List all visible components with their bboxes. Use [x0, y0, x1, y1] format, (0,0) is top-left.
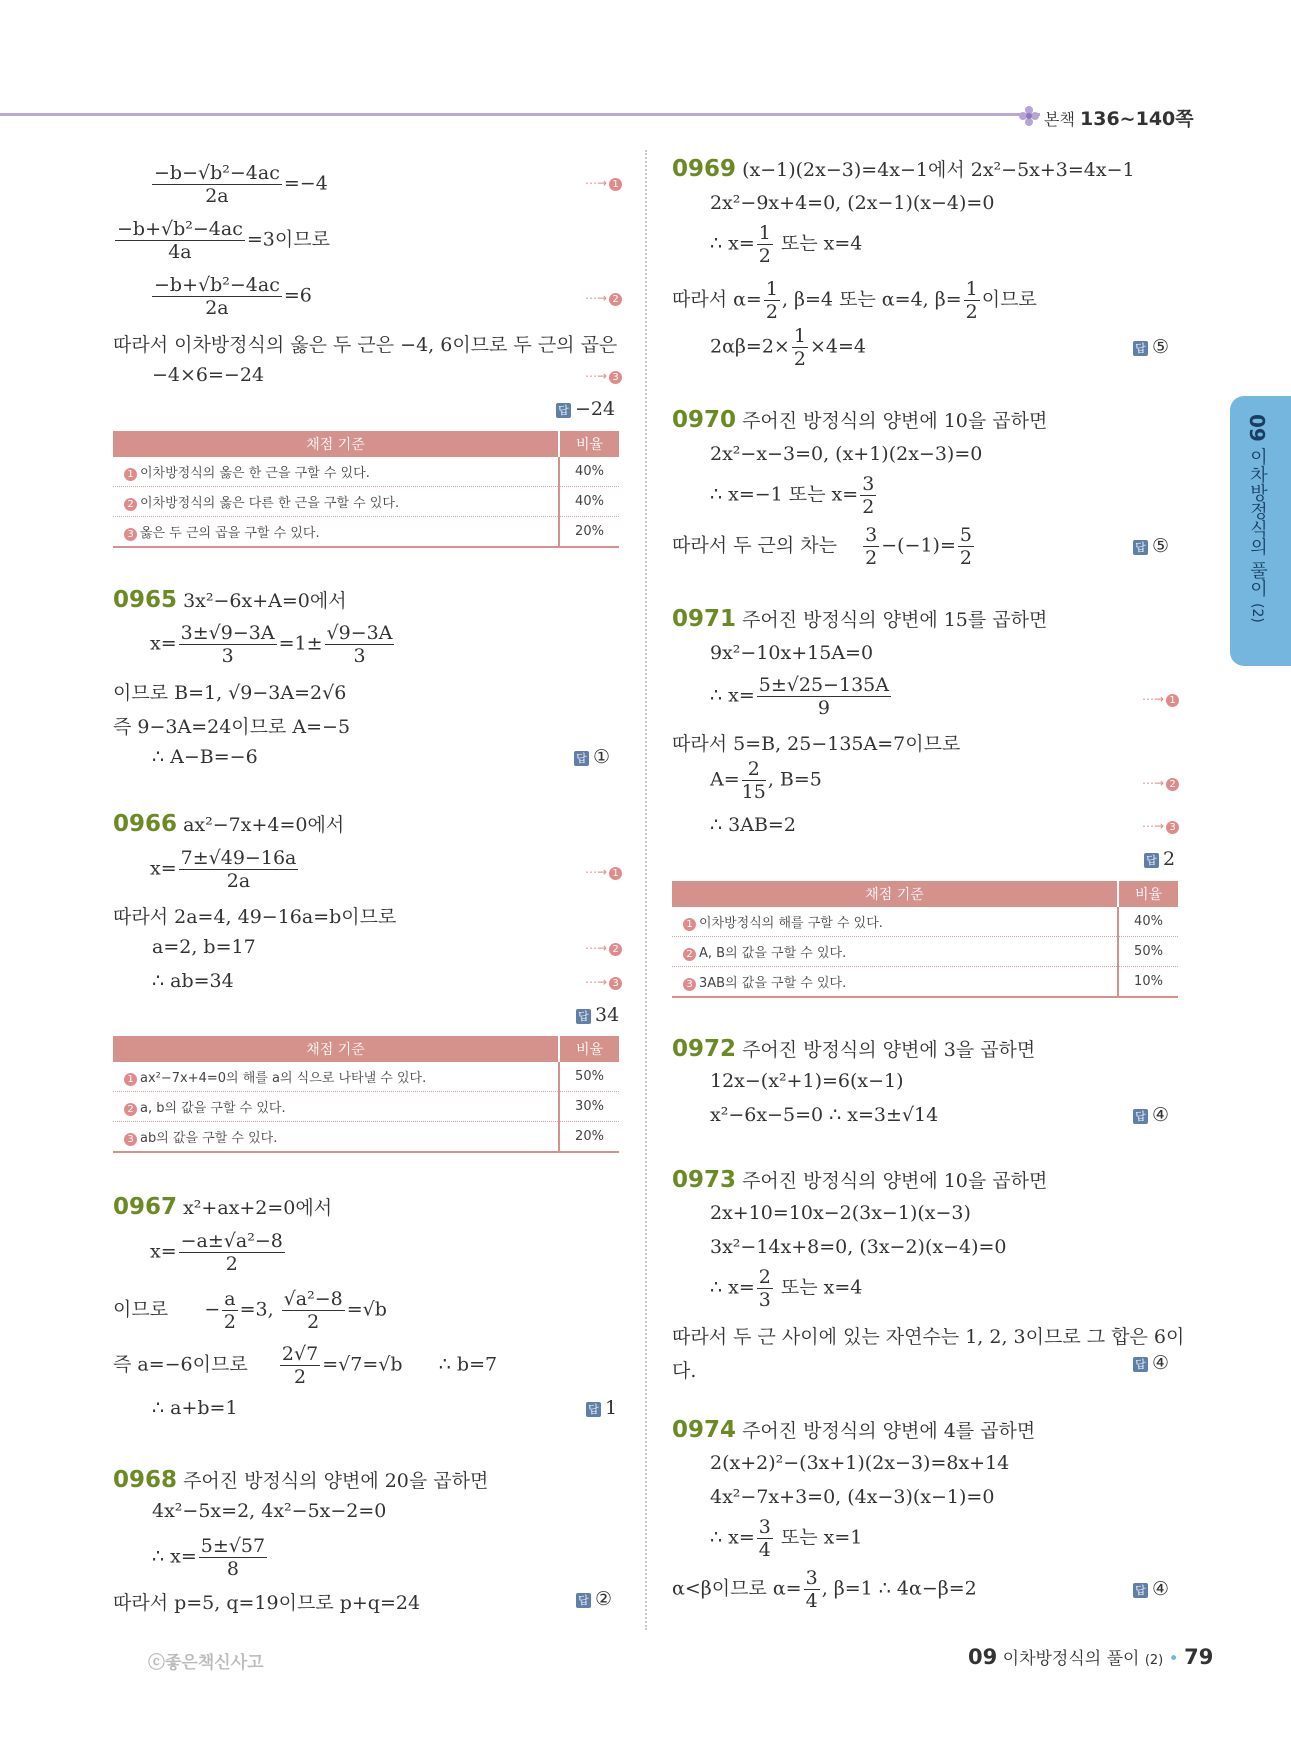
- answer-0968: 답 ②: [576, 1588, 612, 1610]
- problem-0967-line-4: ∴ a+b=1: [152, 1397, 238, 1419]
- problem-0974-title: 0974 주어진 방정식의 양변에 4를 곱하면: [672, 1417, 1036, 1443]
- prev-line-5: −4×6=−24: [152, 364, 265, 386]
- problem-0968-line-3: 따라서 p=5, q=19이므로 p+q=24: [113, 1592, 421, 1614]
- problem-0969-line-2: ∴ x= $\frac{1}{2}$ 또는 x=4: [710, 222, 863, 267]
- answer-0972: 답 ④: [1133, 1104, 1169, 1126]
- step-mark-1: ⋯→ 1: [1142, 692, 1179, 707]
- problem-0970-title: 0970 주어진 방정식의 양변에 10을 곱하면: [672, 407, 1048, 433]
- problem-0974-line-4: α<β이므로 α= $\frac{3}{4}$ , β=1 ∴ 4α−β=2: [672, 1567, 977, 1612]
- answer-0966: 답 34: [576, 1004, 619, 1026]
- problem-0974-line-3: ∴ x= $\frac{3}{4}$ 또는 x=1: [710, 1516, 863, 1561]
- page-reference: 본책 136~140쪽: [1044, 108, 1194, 130]
- step-mark-1: ⋯→ 1: [585, 176, 622, 191]
- problem-0970-line-2: ∴ x=−1 또는 x= $\frac{3}{2}$: [710, 473, 875, 518]
- flower-icon: [1018, 105, 1040, 127]
- answer-icon: 답: [1133, 1109, 1148, 1124]
- grading-table-1: 채점 기준 비율 1 이차방정식의 옳은 한 근을 구할 수 있다. 40% 2 이차방정식의 옳은 다른 한 근을 구할 수 있다. 40% 3 옳은 두 근의 곱을 구할 수 있다. 20%: [113, 431, 619, 548]
- problem-0965-line-3: 즉 9−3A=24이므로 A=−5: [113, 716, 351, 738]
- problem-0967-line-2: 이므로 − $\frac{a}{2}$ =3, $\frac{\text{√a²−8}}{2}$ =√b: [113, 1288, 387, 1333]
- problem-0965-line-4: ∴ A−B=−6: [152, 746, 258, 768]
- problem-0966-title: 0966 ax²−7x+4=0에서: [113, 811, 345, 837]
- problem-0974-line-1: 2(x+2)²−(3x+1)(2x−3)=8x+14: [710, 1452, 1010, 1474]
- step-mark-3: ⋯→ 3: [585, 975, 622, 990]
- problem-0971-title: 0971 주어진 방정식의 양변에 15를 곱하면: [672, 606, 1048, 632]
- problem-0967-title: 0967 x²+ax+2=0에서: [113, 1194, 333, 1220]
- problem-0969-line-4: 2αβ=2× $\frac{1}{2}$ ×4=4: [710, 325, 866, 370]
- answer-icon: 답: [1133, 341, 1148, 356]
- problem-0974-line-2: 4x²−7x+3=0, (4x−3)(x−1)=0: [710, 1486, 995, 1508]
- step-mark-3: ⋯→ 3: [585, 369, 622, 384]
- problem-0973-title: 0973 주어진 방정식의 양변에 10을 곱하면: [672, 1167, 1048, 1193]
- problem-0973-line-4: 따라서 두 근 사이에 있는 자연수는 1, 2, 3이므로 그 합은 6이: [672, 1326, 1185, 1348]
- problem-0972-line-1: 12x−(x²+1)=6(x−1): [710, 1070, 904, 1092]
- problem-0970-line-3: 따라서 두 근의 차는 $\frac{3}{2}$ −(−1)= $\frac{5}{2}$: [672, 524, 972, 569]
- problem-0967-line-1: x= $\frac{\text{−a±√a²−8}}{2}$: [150, 1230, 283, 1275]
- grading-table-2: 채점 기준 비율 1 ax²−7x+4=0의 해를 a의 식으로 나타낼 수 있다. 50% 2 a, b의 값을 구할 수 있다. 30% 3 ab의 값을 구할 수 있다. 20%: [113, 1036, 619, 1153]
- answer-0967: 답 1: [586, 1397, 617, 1419]
- answer-icon: 답: [574, 751, 589, 766]
- publisher-mark: ⓒ좋은책신사고: [148, 1653, 264, 1673]
- answer-icon: 답: [1133, 1357, 1148, 1372]
- answer-icon: 답: [556, 403, 571, 418]
- grading-table-3: 채점 기준 비율 1 이차방정식의 해를 구할 수 있다. 40% 2 A, B의 값을 구할 수 있다. 50% 3 3AB의 값을 구할 수 있다. 10%: [672, 881, 1178, 998]
- column-divider: [645, 150, 647, 1630]
- problem-0966-line-1: x= $\frac{7\pm√49-16a}{2a}$: [150, 847, 297, 892]
- answer-icon: 답: [576, 1593, 591, 1608]
- answer-icon: 답: [576, 1009, 591, 1024]
- problem-0973-line-5: 다.: [672, 1360, 697, 1382]
- problem-0971-line-1: 9x²−10x+15A=0: [710, 642, 874, 664]
- problem-0965-title: 0965 3x²−6x+A=0에서: [113, 587, 347, 613]
- problem-0966-line-3: a=2, b=17: [152, 936, 256, 958]
- prev-line-1: $\frac{\text{−b−√b²−4ac}}{2a}$ =−4: [154, 162, 328, 207]
- answer-0971: 답 2: [1144, 848, 1175, 870]
- step-mark-2: ⋯→ 2: [585, 941, 622, 956]
- problem-0973-line-1: 2x+10=10x−2(3x−1)(x−3): [710, 1202, 971, 1224]
- problem-0968-line-2: ∴ x= $\frac{5\pm√57}{8}$: [152, 1535, 266, 1580]
- problem-0965-line-2: 이므로 B=1, √9−3A=2√6: [113, 682, 347, 704]
- problem-0971-line-4: A= $\frac{2}{15}$ , B=5: [710, 758, 822, 803]
- chapter-side-label: 09 이차방정식의 풀이 (2): [1245, 414, 1269, 623]
- step-mark-2: ⋯→ 2: [585, 291, 622, 306]
- answer-icon: 답: [1144, 853, 1159, 868]
- problem-0969-line-3: 따라서 α= $\frac{1}{2}$ , β=4 또는 α=4, β= $\frac{1}{2}$ 이므로: [672, 278, 1037, 323]
- problem-0972-line-2: x²−6x−5=0 ∴ x=3±√14: [710, 1104, 939, 1126]
- problem-0971-line-2: ∴ x= $\frac{5\pm√25-135A}{9}$: [710, 674, 889, 719]
- problem-0968-line-1: 4x²−5x=2, 4x²−5x−2=0: [152, 1500, 387, 1522]
- answer-0965: 답 ①: [574, 746, 610, 768]
- problem-0969-line-1: 2x²−9x+4=0, (2x−1)(x−4)=0: [710, 192, 995, 214]
- problem-0969-title: 0969 (x−1)(2x−3)=4x−1에서 2x²−5x+3=4x−1: [672, 156, 1135, 182]
- problem-0971-line-3: 따라서 5=B, 25−135A=7이므로: [672, 733, 961, 755]
- header-rule: [0, 113, 1040, 116]
- answer-prev: 답 −24: [556, 398, 615, 420]
- problem-0968-title: 0968 주어진 방정식의 양변에 20을 곱하면: [113, 1467, 489, 1493]
- problem-0973-line-3: ∴ x= $\frac{2}{3}$ 또는 x=4: [710, 1266, 863, 1311]
- problem-0965-line-1: x= $\frac{3\pm√9-3A}{3}$ =1± $\frac{√9-3A}{3}$: [150, 622, 393, 667]
- step-mark-3: ⋯→ 3: [1142, 819, 1179, 834]
- step-mark-2: ⋯→ 2: [1142, 776, 1179, 791]
- answer-0974: 답 ④: [1133, 1578, 1169, 1600]
- answer-icon: 답: [1133, 540, 1148, 555]
- problem-0973-line-2: 3x²−14x+8=0, (3x−2)(x−4)=0: [710, 1236, 1007, 1258]
- problem-0972-title: 0972 주어진 방정식의 양변에 3을 곱하면: [672, 1036, 1036, 1062]
- problem-0966-line-4: ∴ ab=34: [152, 970, 234, 992]
- problem-0971-line-5: ∴ 3AB=2: [710, 814, 796, 836]
- answer-0973: 답 ④: [1133, 1352, 1169, 1374]
- page-footer: 09 이차방정식의 풀이 (2) • 79: [968, 1645, 1214, 1669]
- problem-0966-line-2: 따라서 2a=4, 49−16a=b이므로: [113, 906, 397, 928]
- answer-0969: 답 ⑤: [1133, 336, 1169, 358]
- problem-0967-line-3: 즉 a=−6이므로 $\frac{2√7}{2}$ =√7=√b ∴ b=7: [113, 1343, 498, 1388]
- answer-0970: 답 ⑤: [1133, 535, 1169, 557]
- prev-line-3: $\frac{\text{−b+√b²−4ac}}{2a}$ =6: [154, 274, 312, 319]
- step-mark-1: ⋯→ 1: [585, 865, 622, 880]
- prev-line-4: 따라서 이차방정식의 옳은 두 근은 −4, 6이므로 두 근의 곱은: [113, 334, 618, 356]
- answer-icon: 답: [586, 1402, 601, 1417]
- problem-0970-line-1: 2x²−x−3=0, (x+1)(2x−3)=0: [710, 443, 983, 465]
- prev-line-2: $\frac{\text{−b+√b²−4ac}}{4a}$ =3이므로: [117, 218, 330, 263]
- answer-icon: 답: [1133, 1583, 1148, 1598]
